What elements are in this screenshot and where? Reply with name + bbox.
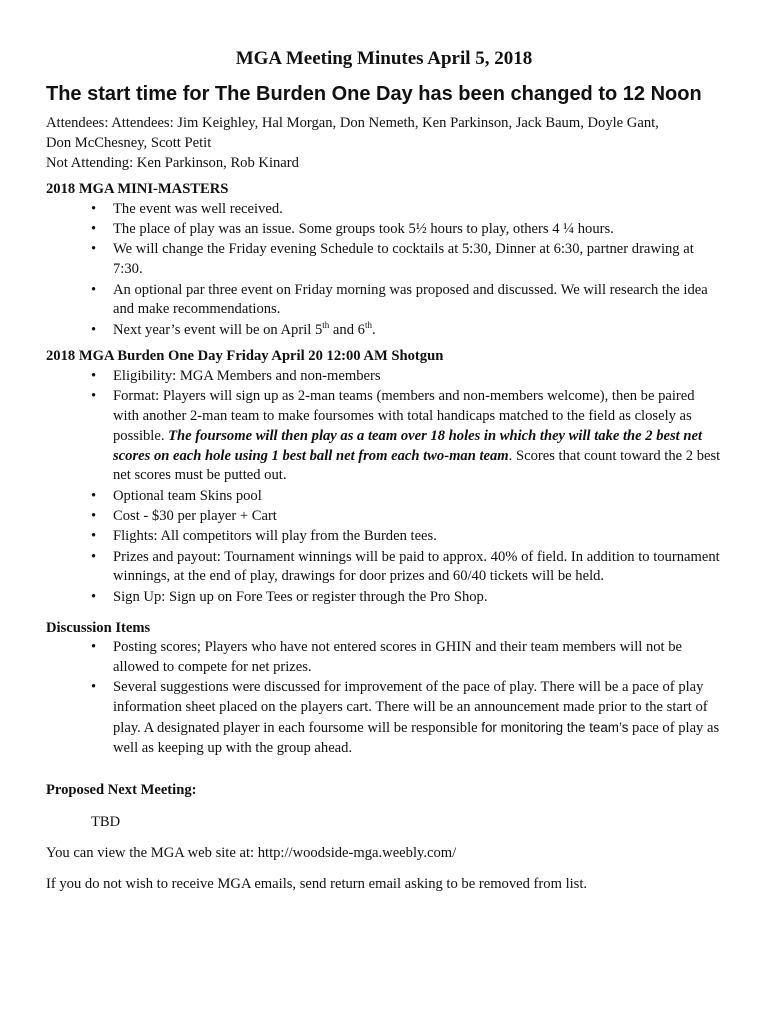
next-year-suffix: . — [371, 321, 376, 338]
attendees-block — [46, 114, 722, 173]
unsubscribe-line: If you do not wish to receive MGA emails, send return email asking to be removed from list. — [46, 876, 588, 893]
list-item: • We will change the Friday evening Schedule to cocktails at 5:30, Dinner at 6:30, partner drawing at 7:30. — [46, 240, 722, 280]
list-item: • Flights: All competitors will play from the Burden tees. — [46, 527, 722, 547]
pace-text-1: Several suggestions were discussed for improvement of the pace of play. There will be a pace of play information sheet placed on the players cart. There will be an announcement made prior to the start of play. A designated player in each foursome will be responsible — [113, 679, 708, 736]
format-emphasis: The foursome will then play as a team over 18 holes in which they will take the 2 best net scores on each hole using 1 best ball net from each two-man team — [113, 427, 703, 464]
start-time-banner: The start time for The Burden One Day has been changed to 12 Noon — [46, 83, 702, 105]
list-item-format — [46, 387, 722, 486]
list-item-pace — [46, 678, 722, 758]
website-line: You can view the MGA web site at: http://woodside-mga.weebly.com/ — [46, 845, 457, 862]
list-item: • An optional par three event on Friday morning was proposed and discussed. We will research the idea and make recommendations. — [46, 281, 722, 321]
list-item-next-year — [46, 321, 722, 341]
page-title: MGA Meeting Minutes April 5, 2018 — [235, 48, 533, 69]
attendees-line-1: Attendees: Attendees: Jim Keighley, Hal Morgan, Don Nemeth, Ken Parkinson, Jack Baum, Doyle Gant, — [46, 115, 659, 131]
next-year-prefix: Next year’s event will be on April 5 — [113, 321, 323, 338]
format-text-1: Format: Players will sign up as 2-man teams (members and non-members welcome), then be paired with another 2-man team to make foursomes with total handicaps matched to the field as closely as possible. — [113, 388, 695, 444]
mini-masters-list — [46, 200, 722, 341]
list-item: • Optional team Skins pool — [46, 487, 722, 507]
next-year-sup-1: th — [322, 319, 330, 330]
not-attending-line: Not Attending: Ken Parkinson, Rob Kinard — [46, 154, 299, 171]
discussion-list — [46, 638, 722, 758]
list-item: • The event was well received. — [46, 200, 722, 220]
mini-masters-heading: 2018 MGA MINI-MASTERS — [46, 181, 229, 198]
pace-text-2: pace of play as well as keeping up with the group ahead. — [113, 719, 720, 756]
list-item: • Posting scores; Players who have not entered scores in GHIN and their team members will not be allowed to compete for net prizes. — [46, 638, 722, 678]
list-item: • Cost - $30 per player + Cart — [46, 507, 722, 527]
burden-heading: 2018 MGA Burden One Day Friday April 20 12:00 AM Shotgun — [46, 348, 444, 365]
list-item: • Eligibility: MGA Members and non-members — [46, 367, 722, 387]
next-year-sup-2: th — [364, 319, 372, 330]
burden-list — [46, 367, 722, 608]
discussion-heading: Discussion Items — [46, 619, 151, 636]
attendees-line-2: Don McChesney, Scott Petit — [46, 134, 212, 151]
format-text-2: . Scores that count toward the 2 best net scores must be putted out. — [113, 447, 721, 484]
next-year-middle: and 6 — [329, 321, 365, 338]
pace-sans-text: for monitoring the team’s — [481, 719, 629, 735]
list-item: • Prizes and payout: Tournament winnings will be paid to approx. 40% of field. In addition to tournament winnings, at the end of play, drawings for door prizes and 60/40 tickets will be held. — [46, 548, 722, 588]
list-item: • Sign Up: Sign up on Fore Tees or register through the Pro Shop. — [46, 588, 722, 608]
list-item: • The place of play was an issue. Some groups took 5½ hours to play, others 4 ¼ hours. — [46, 220, 722, 240]
next-meeting-value: TBD — [91, 814, 121, 831]
next-meeting-heading: Proposed Next Meeting: — [46, 782, 197, 799]
